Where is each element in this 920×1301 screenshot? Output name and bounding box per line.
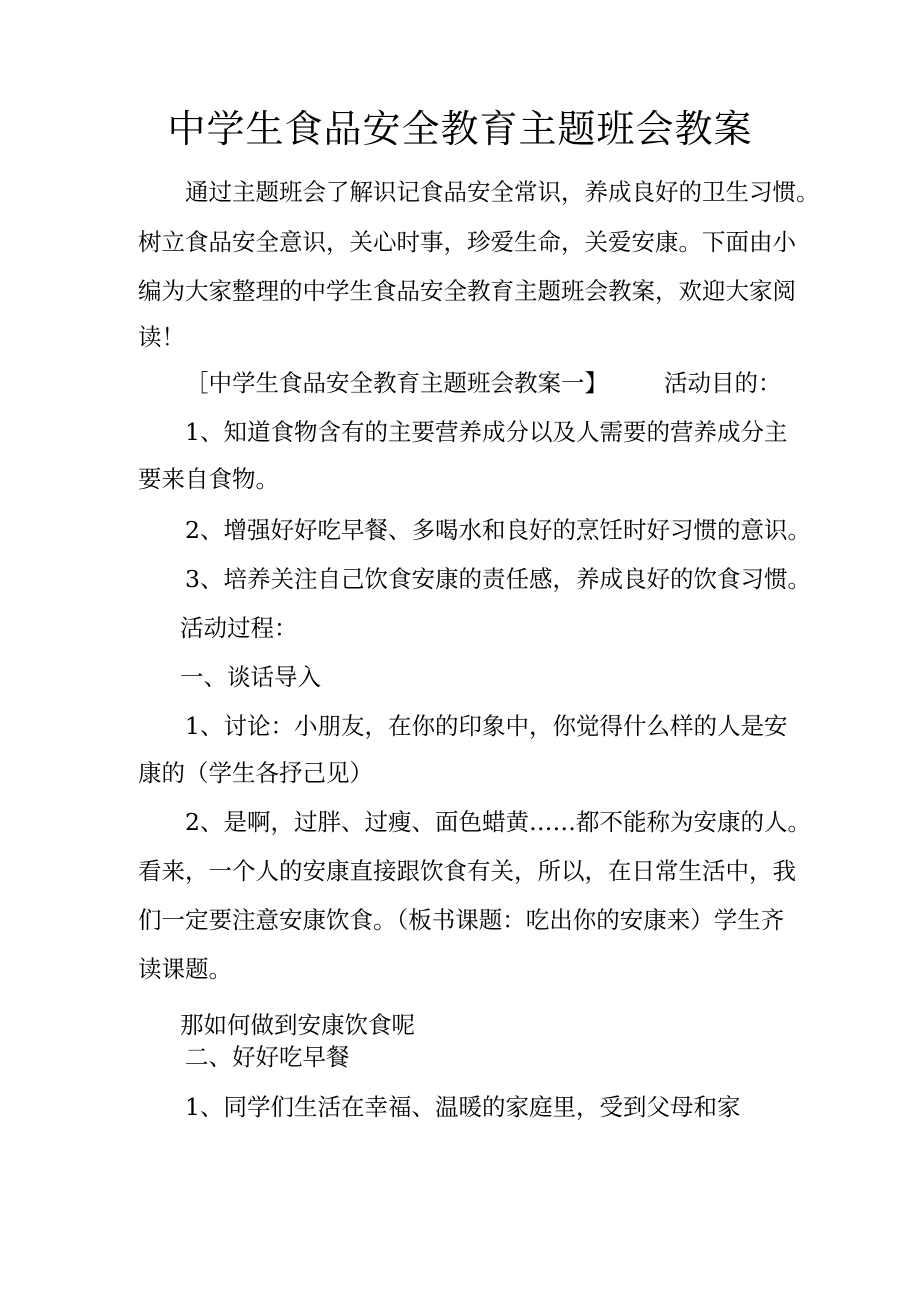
process-label: 活动过程： [180,614,298,642]
part-1-p1-line-1: 1、讨论：小朋友，在你的印象中，你觉得什么样的人是安 [185,712,788,740]
goal-1-line-1: 1、知道食物含有的主要营养成分以及人需要的营养成分主 [185,418,788,446]
part-1-p2-line-1: 2、是啊，过胖、过瘦、面色蜡黄……都不能称为安康的人。 [185,808,811,836]
intro-line-3: 编为大家整理的中学生食品安全教育主题班会教案，欢迎大家阅 [138,277,796,305]
goals-label: 活动目的： [664,369,782,397]
part-2-heading: 二、好好吃早餐 [185,1043,350,1071]
goal-2: 2、增强好好吃早餐、多喝水和良好的烹饪时好习惯的意识。 [185,516,811,544]
intro-line-2: 树立食品安全意识，关心时事，珍爱生命，关爱安康。下面由小 [138,228,796,256]
goal-1-line-2: 要来自食物。 [138,465,279,493]
section-heading-line [185,368,782,398]
goal-3: 3、培养关注自己饮食安康的责任感，养成良好的饮食习惯。 [185,565,811,593]
part-1-p2-line-2: 看来，一个人的安康直接跟饮食有关，所以，在日常生活中，我 [138,857,796,885]
part-1-p2-line-3: 们一定要注意安康饮食。（板书课题：吃出你的安康来）学生齐 [138,906,785,934]
intro-line-1: 通过主题班会了解识记食品安全常识，养成良好的卫生习惯。 [185,178,820,206]
part-2-p1: 1、同学们生活在幸福、温暖的家庭里，受到父母和家 [185,1093,741,1121]
part-1-p2-line-4: 读课题。 [138,955,232,983]
document-title: 中学生食品安全教育主题班会教案 [167,107,753,151]
part-1-p1-line-2: 康的（学生各抒己见） [138,759,373,787]
part-1-question: 那如何做到安康饮食呢 [180,1011,415,1039]
section-heading: ［中学生食品安全教育主题班会教案一】 [185,369,608,397]
intro-line-4: 读！ [138,323,185,351]
part-1-heading: 一、谈话导入 [180,663,321,691]
